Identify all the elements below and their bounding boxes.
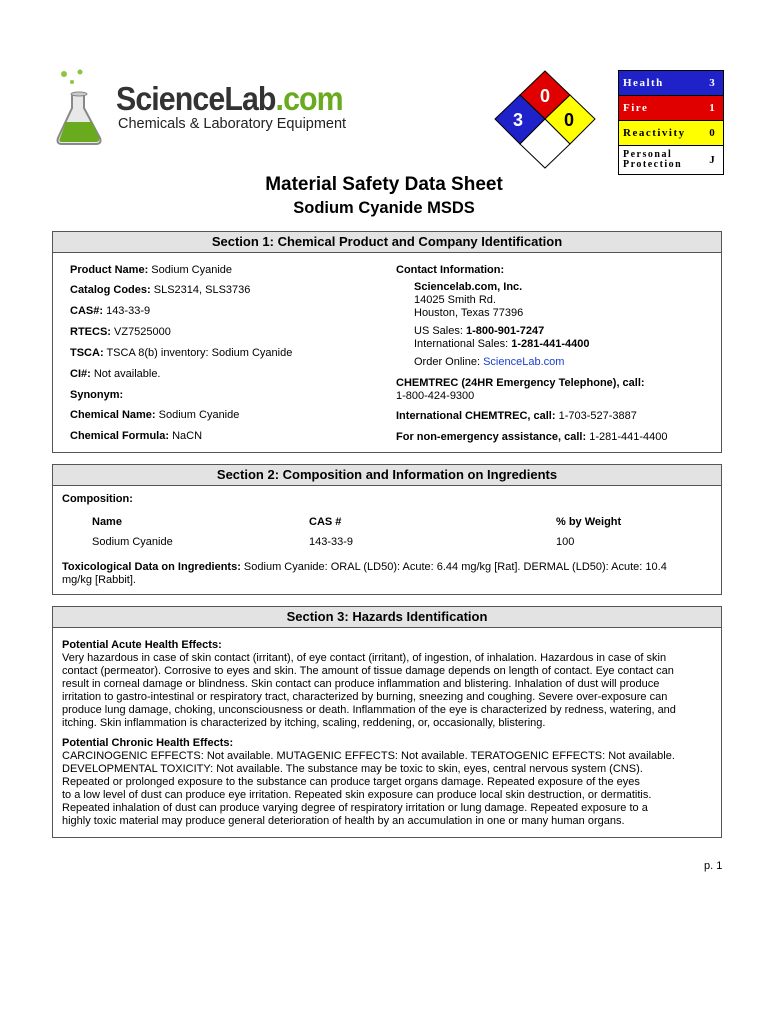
acute-effects-line: irritation to gastro-intestinal or respiratory tract, characterized by burning, sneezing and coughing. Severe over-exposure can [62, 691, 668, 703]
contact-label: Contact Information: [396, 264, 505, 276]
nfpa-health-value: 3 [512, 110, 524, 130]
section-2-heading: Section 2: Composition and Information on Ingredients [53, 465, 721, 486]
company-name: Sciencelab.com, Inc. [414, 281, 523, 293]
sciencelab-link[interactable]: ScienceLab.com [483, 356, 565, 368]
us-sales: US Sales: 1-800-901-7247 [414, 325, 545, 337]
chronic-effects-line: CARCINOGENIC EFFECTS: Not available. MUTAGENIC EFFECTS: Not available. TERATOGENIC EFFECTS: Not available. [62, 750, 675, 762]
document-title: Material Safety Data Sheet [265, 174, 503, 195]
chronic-effects-line: highly toxic material may produce general deterioration of health by an accumulation in one or many human organs. [62, 815, 625, 827]
acute-effects-line: result in corneal damage or blindness. Skin contact can produce inflammation and blistering. Inhalation of dust will produce [62, 678, 660, 690]
address-line-1: 14025 Smith Rd. [414, 294, 496, 306]
chemtrec-label: CHEMTREC (24HR Emergency Telephone), call: [396, 377, 645, 389]
section-2 [52, 464, 722, 595]
product-name: Product Name: Sodium Cyanide [70, 264, 233, 276]
non-emergency-assistance: For non-emergency assistance, call: 1-281-441-4400 [396, 431, 668, 443]
tsca: TSCA: TSCA 8(b) inventory: Sodium Cyanide [70, 347, 293, 359]
address-line-2: Houston, Texas 77396 [414, 307, 524, 319]
section-3-heading: Section 3: Hazards Identification [53, 607, 721, 628]
section-1-heading: Section 1: Chemical Product and Company Identification [53, 232, 721, 253]
column-header-cas: CAS # [309, 516, 342, 528]
acute-effects-label: Potential Acute Health Effects: [62, 639, 222, 651]
section-3 [52, 606, 722, 838]
acute-effects-line: itching. Skin inflammation is characterized by itching, scaling, reddening, or, occasionally, blistering. [62, 717, 546, 729]
hazard-row-reactivity: Reactivity 0 [619, 121, 723, 146]
hazard-row-health: Health 3 [619, 71, 723, 96]
nfpa-reactivity-value: 0 [563, 110, 575, 130]
international-sales: International Sales: 1-281-441-4400 [414, 338, 590, 350]
nfpa-fire-value: 0 [539, 86, 551, 106]
toxicological-data-cont: mg/kg [Rabbit]. [62, 574, 136, 586]
chemical-formula: Chemical Formula: NaCN [70, 430, 203, 442]
sciencelab-logo [50, 68, 347, 158]
document-subtitle: Sodium Cyanide MSDS [293, 199, 475, 217]
catalog-codes: Catalog Codes: SLS2314, SLS3736 [70, 284, 251, 296]
acute-effects-line: contact (permeator). Corrosive to eyes and skin. The amount of tissue damage depends on length of contact. Eye contact can [62, 665, 674, 677]
column-header-name: Name [92, 516, 122, 528]
nfpa-diamond [493, 70, 597, 170]
cas-number: CAS#: 143-33-9 [70, 305, 151, 317]
hazard-row-personal-protection: Personal Protection J [619, 146, 723, 174]
international-chemtrec: International CHEMTREC, call: 1-703-527-3887 [396, 410, 637, 422]
composition-label: Composition: [62, 493, 133, 505]
logo-subtitle: Chemicals & Laboratory Equipment [118, 116, 347, 132]
acute-effects-line: Very hazardous in case of skin contact (irritant), of eye contact (irritant), of ingestion, of inhalation. Hazardous in case of skin [62, 652, 667, 664]
chronic-effects-line: to a low level of dust can produce eye irritation. Repeated skin exposure can produce local skin destruction, or dermatitis. [62, 789, 652, 801]
order-online: Order Online: ScienceLab.com [414, 356, 565, 368]
chronic-effects-label: Potential Chronic Health Effects: [62, 737, 234, 749]
page-number: p. 1 [704, 860, 723, 872]
flask-icon [50, 68, 110, 148]
hazard-row-fire: Fire 1 [619, 96, 723, 121]
ci-number: CI#: Not available. [70, 368, 161, 380]
logo-part-com: .com [275, 80, 343, 117]
acute-effects-line: produce lung damage, choking, unconsciousness or death. Inflammation of the eye is characterized by redness, watering, and [62, 704, 676, 716]
logo-part-science: Science [116, 80, 225, 117]
section-1 [52, 231, 722, 453]
chemtrec-phone: 1-800-424-9300 [396, 390, 475, 402]
chemical-name: Chemical Name: Sodium Cyanide [70, 409, 240, 421]
table-cell-cas: 143-33-9 [309, 536, 354, 548]
hazard-rating-table [618, 70, 724, 175]
table-cell-weight: 100 [556, 536, 575, 548]
toxicological-data: Toxicological Data on Ingredients: Sodium Cyanide: ORAL (LD50): Acute: 6.44 mg/kg [Rat]. DERMAL (LD50): Acute: 10.4 [62, 561, 667, 573]
chronic-effects-line: Repeated or prolonged exposure to the substance can produce target organs damage. Repeated exposure of the eyes [62, 776, 640, 788]
rtecs: RTECS: VZ7525000 [70, 326, 171, 338]
synonym: Synonym: [70, 389, 124, 401]
column-header-weight: % by Weight [556, 516, 622, 528]
chronic-effects-line: Repeated inhalation of dust can produce varying degree of respiratory irritation or lung damage. Repeated exposure to a [62, 802, 648, 814]
table-cell-name: Sodium Cyanide [92, 536, 173, 548]
chronic-effects-line: DEVELOPMENTAL TOXICITY: Not available. The substance may be toxic to skin, eyes, central nervous system (CNS). [62, 763, 643, 775]
logo-part-lab: Lab [224, 80, 276, 117]
